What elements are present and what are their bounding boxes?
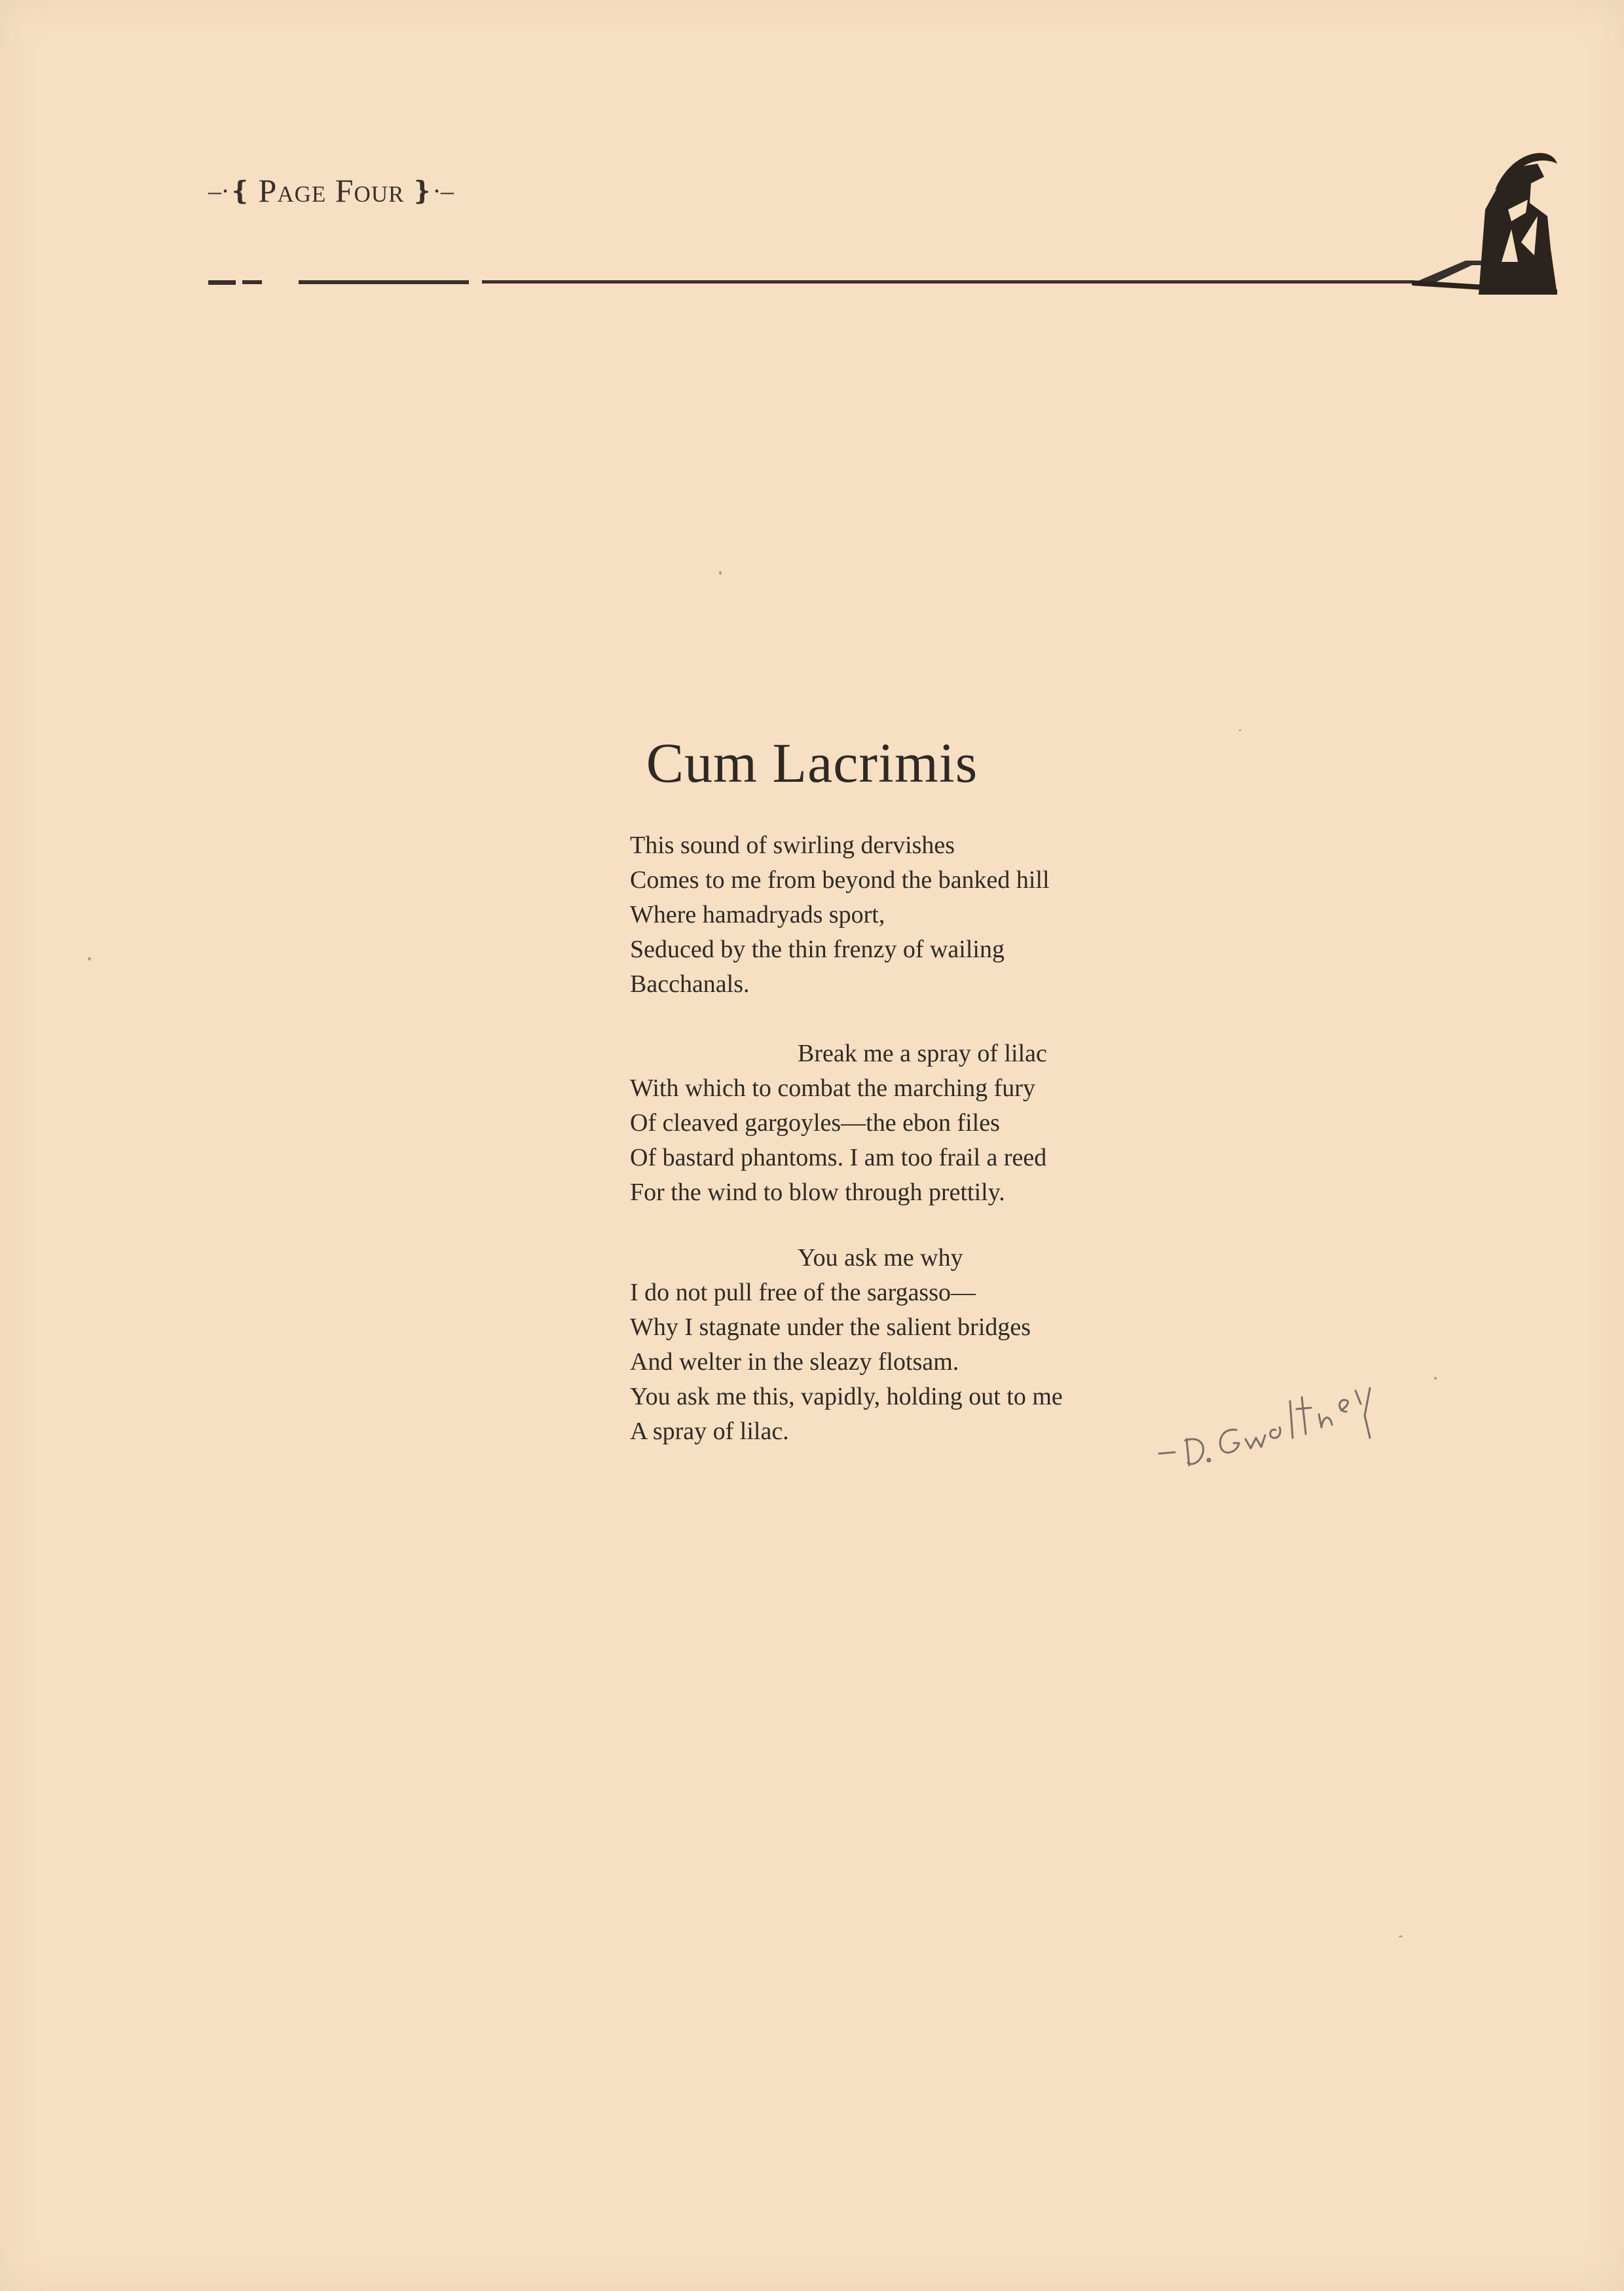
header-rule <box>208 137 1557 301</box>
poem-line: You ask me why <box>798 1244 963 1272</box>
poem-line: Seduced by the thin frenzy of wailing <box>630 936 1005 963</box>
paper-speck <box>88 957 91 961</box>
poem-line: Where hamadryads sport, <box>630 901 885 928</box>
stanza <box>630 828 1050 1002</box>
stanza <box>630 1241 1063 1449</box>
poem-line: With which to combat the marching fury <box>630 1074 1035 1102</box>
paper-speck <box>1399 1935 1403 1937</box>
poem-line: Of bastard phantoms. I am too frail a reed <box>630 1144 1047 1171</box>
poem-line: Comes to me from beyond the banked hill <box>630 866 1050 894</box>
rule-dash <box>242 280 262 284</box>
logo-emblem <box>1479 153 1557 295</box>
stanza <box>630 1036 1047 1210</box>
poem-line: A spray of lilac. <box>630 1418 789 1445</box>
handwritten-signature <box>1153 1362 1401 1480</box>
poem-line: Bacchanals. <box>630 970 750 998</box>
scroll-ornament-right-icon: ❵∙– <box>411 175 454 206</box>
rule-line <box>482 280 1412 284</box>
poem-line: This sound of swirling dervishes <box>630 832 955 859</box>
paper-speck <box>719 571 722 575</box>
scroll-ornament-left-icon: –∙❴ <box>208 175 252 206</box>
rule-ramp <box>1412 261 1492 284</box>
rule-dash <box>208 280 236 285</box>
rule-dash <box>299 280 469 284</box>
paper-speck <box>1434 1377 1437 1380</box>
poem-line: I do not pull free of the sargasso— <box>630 1279 976 1306</box>
poem-title: Cum Lacrimis <box>646 731 978 794</box>
poem-line: Why I stagnate under the salient bridges <box>630 1313 1031 1341</box>
paper-speck <box>1239 729 1241 731</box>
page-number-label: Page Four <box>258 172 405 209</box>
poem-line: Break me a spray of lilac <box>798 1040 1047 1067</box>
poem-line: And welter in the sleazy flotsam. <box>630 1348 959 1376</box>
poem-line: For the wind to blow through prettily. <box>630 1179 1005 1206</box>
poem-line: You ask me this, vapidly, holding out to me <box>630 1383 1063 1410</box>
poem-line: Of cleaved gargoyles—the ebon files <box>630 1109 1000 1137</box>
